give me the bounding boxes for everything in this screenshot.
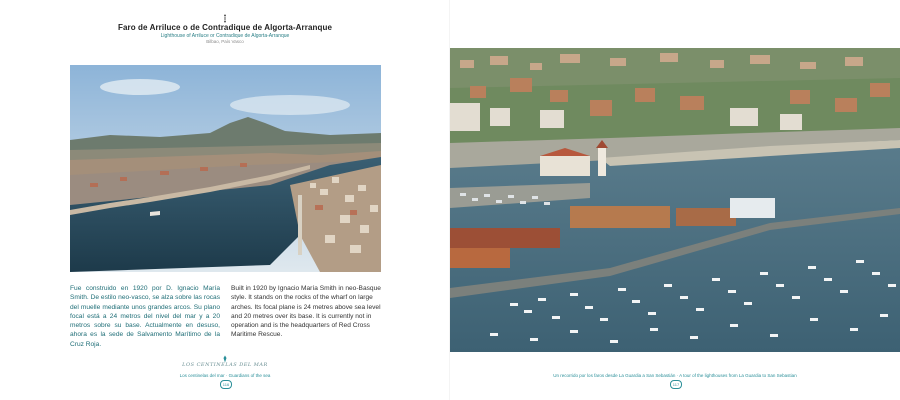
series-label-left: Los centinelas del mar · Guardians of the sea bbox=[179, 373, 271, 378]
marina-photo bbox=[450, 48, 900, 352]
english-description: Built in 1920 by Ignacio María Smith in neo-Basque style. It stands on the rocks of the wharf on large arches. Its focal plane is 24 metres above sea level and 20 metres over its base. It is currently not in operation and is the headquarters of Red Cross Maritime Rescue. bbox=[231, 285, 381, 339]
page-subtitle: Lighthouse of Arriluce or Contradique de Algorta-Arranque bbox=[160, 33, 290, 39]
spanish-description: Fue construido en 1920 por D. Ignacio María Smith. De estilo neo-vasco, se alza sobre las rocas del muelle mediante unos grandes arcos. Su plano focal está a 24 metros del nivel del mar y a 20 metros sobre su base. Actualmente en desuso, ahora es la sede de Salvamento Marítimo de la Cruz Roja. bbox=[70, 285, 220, 348]
right-page bbox=[450, 0, 900, 400]
ornament-icon bbox=[222, 14, 228, 23]
estuary-photo bbox=[70, 65, 381, 272]
series-label-right: Un recorrido por los faros desde La Guardia a San Sebastián · A tour of the lighthouses from La Guardia to San Sebastian bbox=[553, 373, 797, 378]
location-label: Bilbao, País Vasco bbox=[206, 39, 244, 44]
series-script-title: LOS CENTINELAS DEL MAR bbox=[182, 362, 268, 368]
page-number-right: 117 bbox=[670, 380, 682, 389]
page-title: Faro de Arriluce o de Contradique de Algorta-Arranque bbox=[117, 23, 333, 32]
page-number-left: 116 bbox=[220, 380, 232, 389]
